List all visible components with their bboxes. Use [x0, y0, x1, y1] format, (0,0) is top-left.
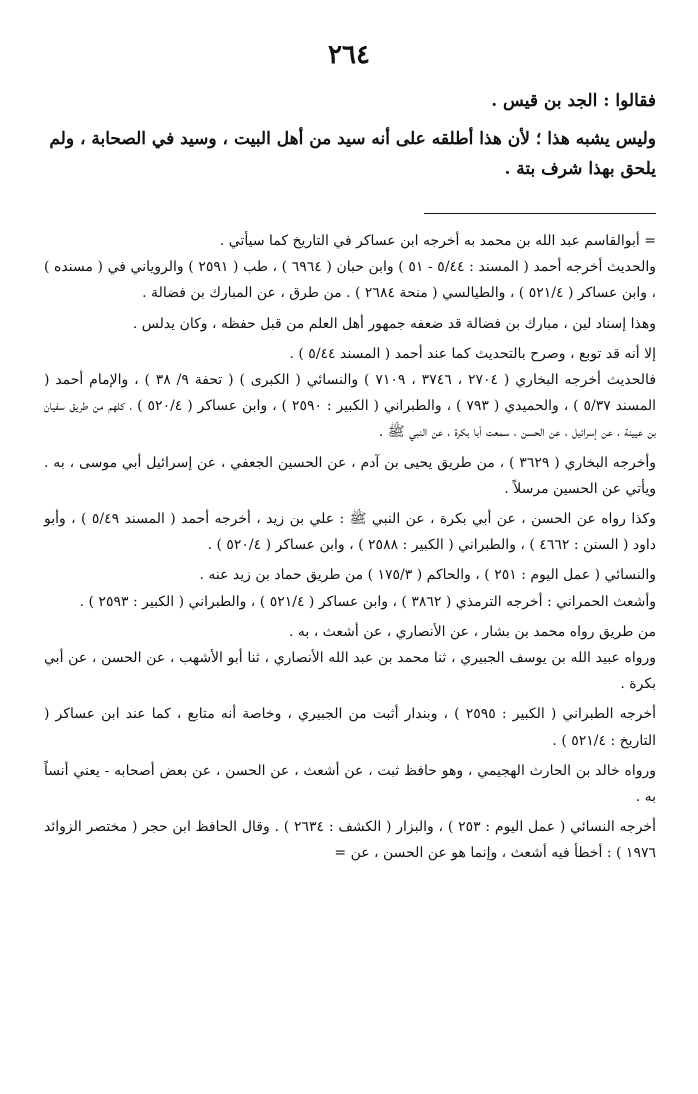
footnote-paragraph: من طريق رواه محمد بن بشار ، عن الأنصاري ، عن أشعث ، به .	[288, 623, 656, 640]
footnote-paragraph: وأخرجه البخاري ( ٣٦٢٩ ) ، من طريق يحيى بن آدم ، عن الحسين الجعفي ، عن إسرائيل أبي موسى ، به . ويأتي عن الحسين مرسلاً .	[44, 454, 657, 497]
footnote-paragraph: أخرجه الطبراني ( الكبير : ٢٥٩٥ ) ، وبندار أثبت من الجبيري ، وخاصة أنه متابع ، كما عند ابن عساكر ( التاريخ : ٥٢١/٤ ) .	[44, 706, 657, 749]
page-number: ٢٦٤	[328, 40, 370, 70]
footnote-paragraph: وهذا إسناد لين ، مبارك بن فضالة قد ضعفه جمهور أهل العلم من قبل حفظه ، وكان يدلس .	[132, 315, 656, 332]
footnote-paragraph: ورواه خالد بن الحارث الهجيمي ، وهو حافظ ثبت ، عن أشعث ، عن الحسن ، عن بعض أصحابه - يعني أنساً به .	[44, 762, 656, 806]
footnotes	[44, 228, 656, 867]
footnote-paragraph: فالحديث أخرجه البخاري ( ٢٧٠٤ ، ٣٧٤٦ ، ٧١٠٩ ) والنسائي ( الكبرى ) ( تحفة ٩/ ٣٨ ) ، والإمام أحمد ( المسند ٥/٣٧ ) ، والحميدي ( ٧٩٣ ) ، والطبراني ( الكبير : ٢٥٩٠ ) ، وابن عساكر ( ٥٢٠/٤ ) ، كلهم من طريق سفيان بن عيينة ، عن إسرائيل ، عن الحسن ، سمعت أبا بكرة ، عن النبي ﷺ .	[44, 372, 657, 441]
footnote-divider	[424, 213, 656, 214]
footnote-paragraph: = أبوالقاسم عبد الله بن محمد به أخرجه ابن عساكر في التاريخ كما سيأتي .	[219, 233, 656, 249]
main-text-line: فقالوا : الجد بن قيس .	[491, 91, 656, 111]
footnote-paragraph: وأشعث الحمراني : أخرجه الترمذي ( ٣٨٦٢ ) ، وابن عساكر ( ٥٢١/٤ ) ، والطبراني ( الكبير : ٢٥٩٣ ) .	[79, 593, 656, 610]
footnote-paragraph: أخرجه النسائي ( عمل اليوم : ٢٥٣ ) ، والبزار ( الكشف : ٢٦٣٤ ) . وقال الحافظ ابن حجر ( مختصر الزوائد ١٩٧٦ ) : أخطأ فيه أشعث ، وإنما هو عن الحسن ، عن =	[44, 819, 656, 862]
main-text	[44, 86, 656, 184]
footnote-paragraph: والحديث أخرجه أحمد ( المسند : ٥/٤٤ - ٥١ ) وابن حبان ( ٦٩٦٤ ) ، طب ( ٢٥٩١ ) والروياني في ( مسنده ) ، وابن عساكر ( ٥٢١/٤ ) ، والطيالسي ( منحة ٢٦٨٤ ) . من طرق ، عن المبارك بن فضالة .	[44, 259, 656, 302]
footnote-paragraph: إلا أنه قد توبع ، وصرح بالتحديث كما عند أحمد ( المسند ٥/٤٤ ) .	[289, 345, 656, 362]
main-text-paragraph: وليس يشبه هذا ؛ لأن هذا أطلقه على أنه سيد من أهل البيت ، وسيد في الصحابة ، ولم يلحق بهذا شرف بتة .	[49, 129, 656, 179]
footnote-paragraph: والنسائي ( عمل اليوم : ٢٥١ ) ، والحاكم ( ١٧٥/٣ ) من طريق حماد بن زيد عنه .	[199, 567, 656, 584]
footnote-paragraph: ورواه عبيد الله بن يوسف الجبيري ، ثنا محمد بن عبد الله الأنصاري ، ثنا أبو الأشهب ، عن الحسن ، عن أبي بكرة .	[44, 650, 656, 693]
footnote-paragraph: وكذا رواه عن الحسن ، عن أبي بكرة ، عن النبي ﷺ : علي بن زيد ، أخرجه أحمد ( المسند ٥/٤٩ ) ، وأبو داود ( السنن : ٤٦٦٢ ) ، والطبراني ( الكبير : ٢٥٨٨ ) ، وابن عساكر ( ٥٢٠/٤ ) .	[44, 511, 656, 554]
